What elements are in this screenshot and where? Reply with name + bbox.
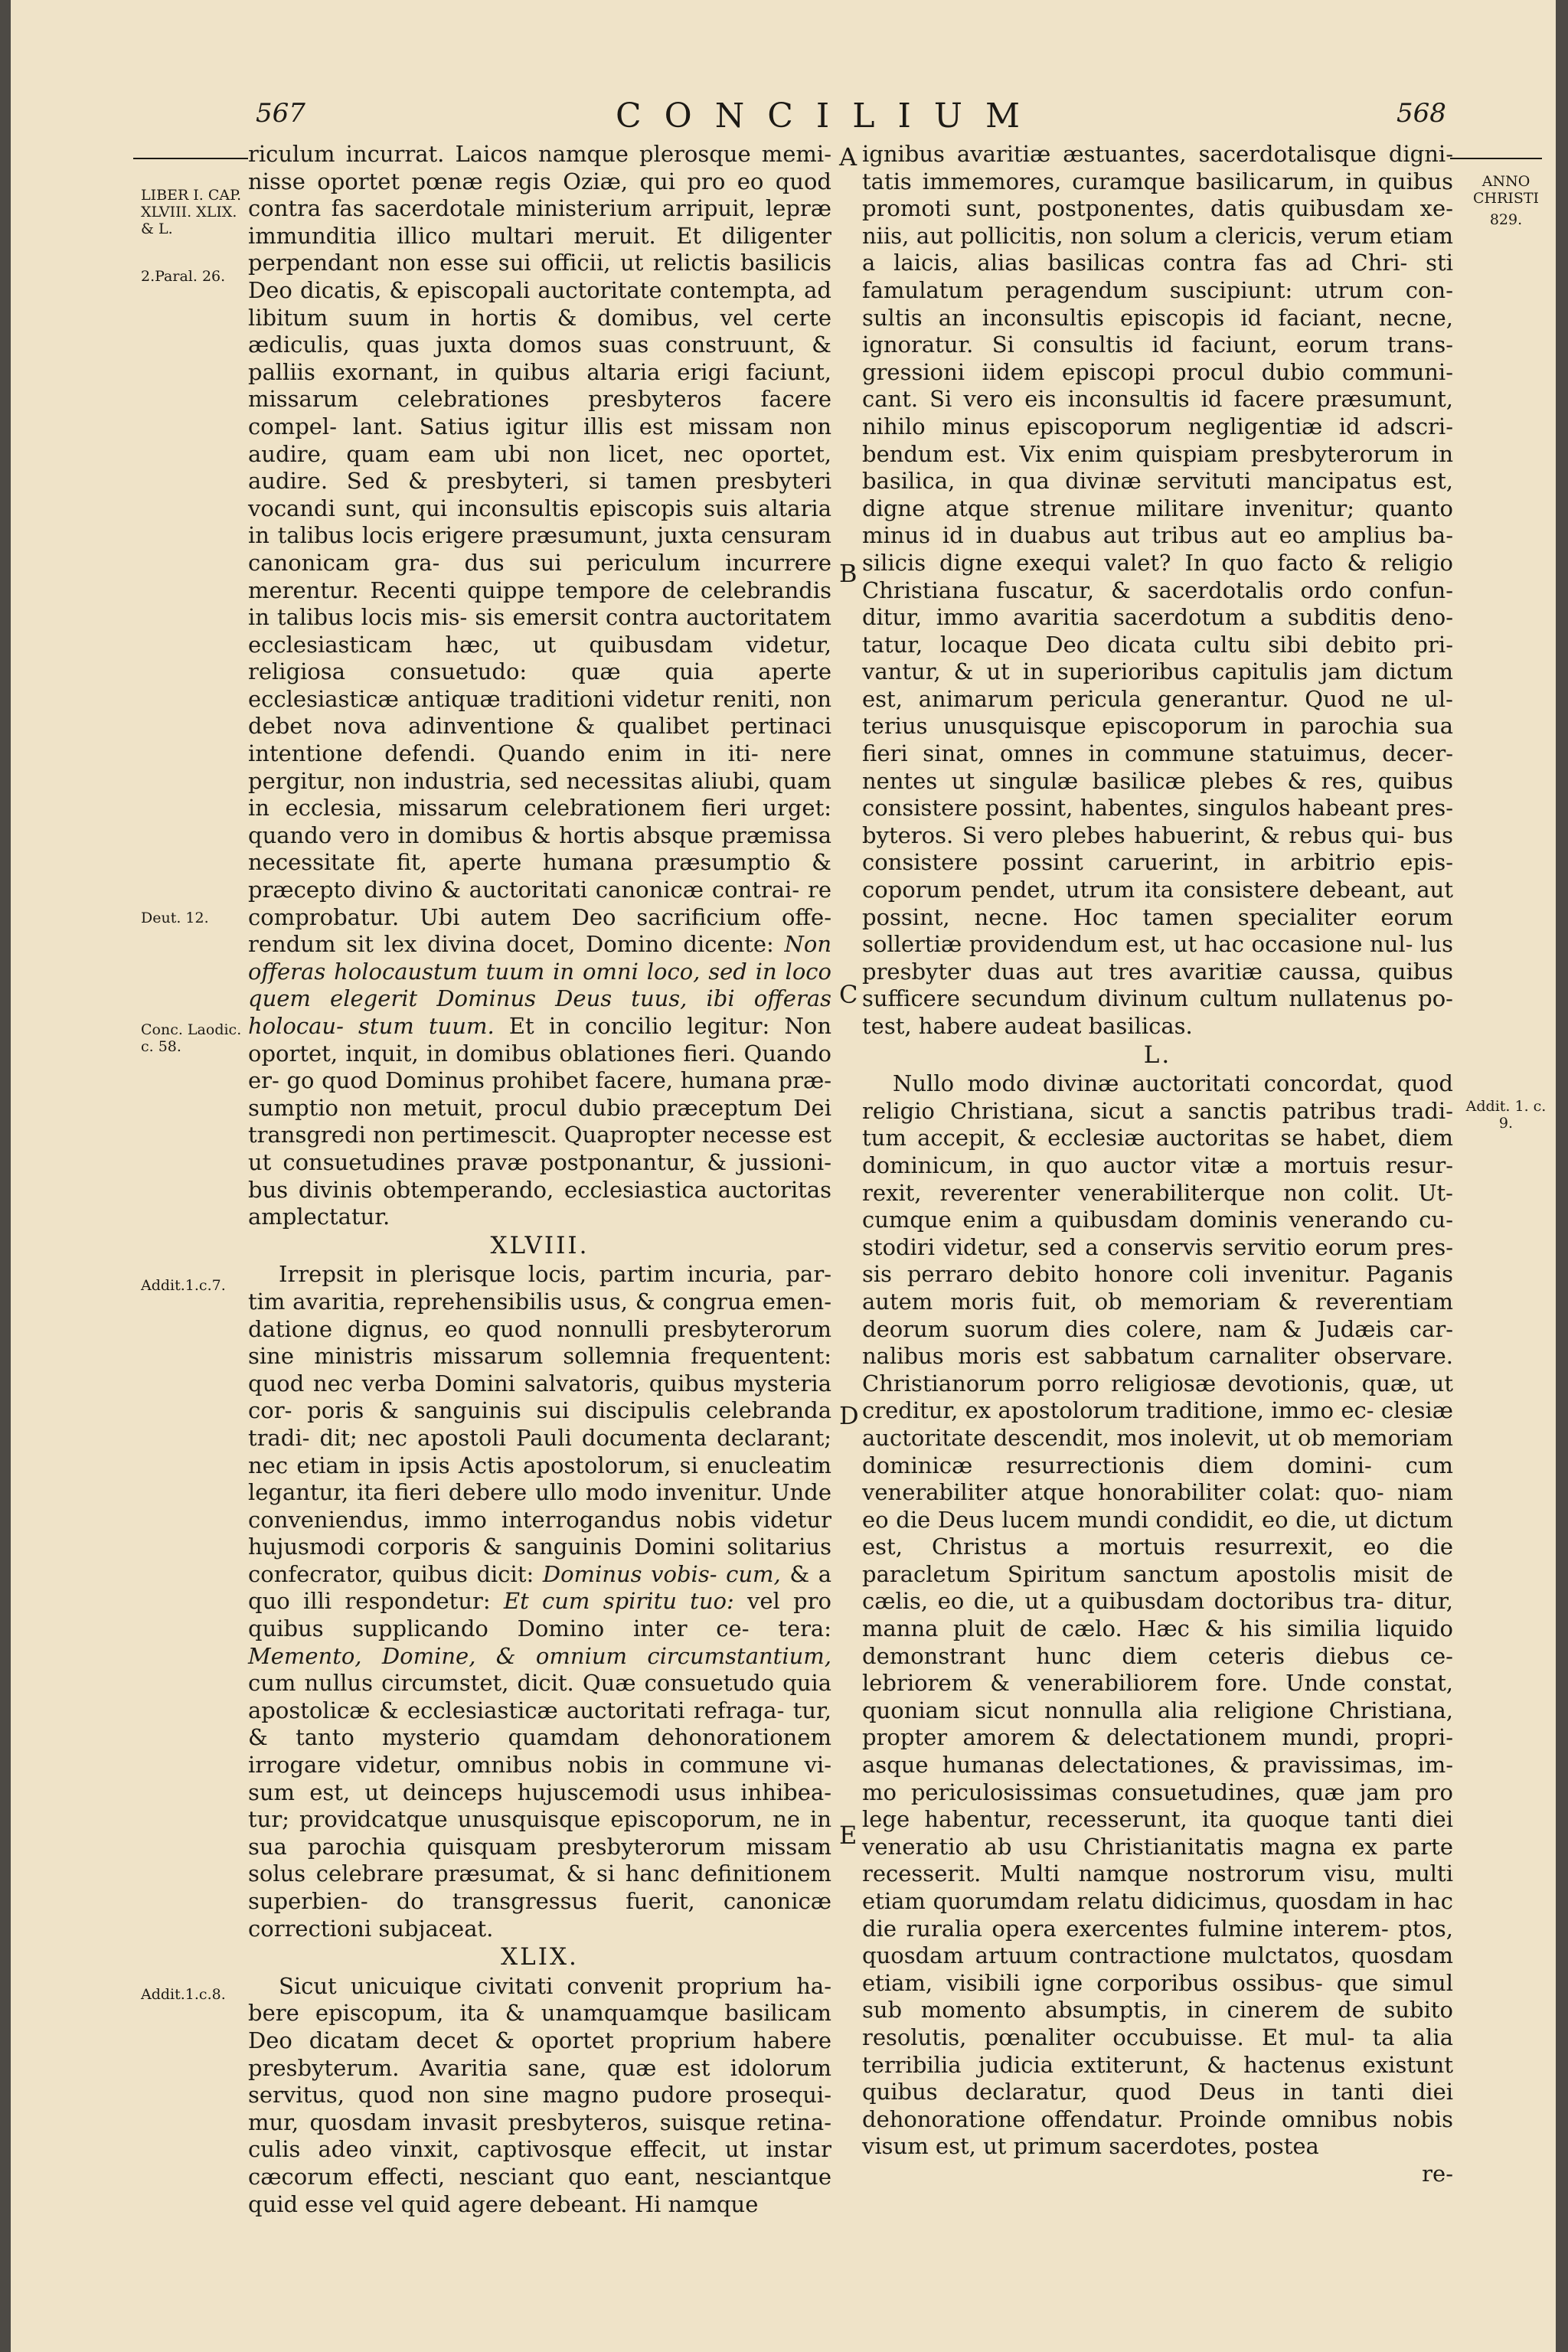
margin-note-addit-8: Addit.1.c.8. (141, 1986, 226, 2003)
margin-note-liber: LIBER I. CAP. XLVIII. XLIX. & L. (141, 187, 242, 237)
section-letter-b: B (839, 559, 858, 588)
paragraph: Nullo modo divinæ auctoritati concordat, quod religio Christiana, sicut a sanctis patribus tradi- tum accepit, & ecclesiæ auctoritas se habet, diem dominicum, in quo auctor vitæ a mortuis resur- rexit, reverenter venerabiliterque non colit. Ut- cumque enim a quibusdam dominis venerando cu- stodiri videtur, sed a conservis servitio eorum pres- sis perraro debito honore coli invenitur. Paganis autem moris fuit, ob memoriam & reverentiam deorum suorum dies colere, nam & Judæis car- nalibus moris est sabbatum carnaliter observare. Christianorum porro religiosæ devotionis, quæ, ut creditur, ex apostolorum traditione, immo ec- clesiæ auctoritate descendit, mos inolevit, ut ob memoriam dominicæ resurrectionis diem domini- cum venerabiliter atque honorabiliter colat: quo- niam eo die Deus lucem mundi condidit, eo die, ut dictum est, Christus a mortuis resurrexit, eo die paracletum Spiritum sanctum apostolis misit de cælis, eo die, ut a quibusdam doctoribus tra- ditur, manna pluit de cælo. Hæc & his similia liquido demonstrant hunc diem ceteris diebus ce- lebriorem & venerabiliorem fore. Unde constat, quoniam sicut nonnulla alia religione Christiana, propter amorem & delectationem mundi, propri- asque humanas delectationes, & pravissimas, im- mo periculosissimas consuetudines, quæ jam pro lege habentur, recesserunt, ita quoque tanti diei veneratio ab usu Christianitatis magna ex parte recesserit. Multi namque nostrorum visu, multi etiam quorumdam relatu didicimus, quosdam in hac die ruralia opera exercentes fulmine interem- ptos, quosdam artuum contractione mulctatos, quosdam etiam, visibili igne corporibus ossibus- que simul sub momento absumptis, in cinerem de subito resolutis, pœnaliter occubuisse. Et mul- ta alia terribilia judicia extiterunt, & hactenus existunt quibus declaratur, quod Deus in tanti diei dehonoratione offendatur. Proinde omnibus nobis visum est, ut primum sacerdotes, postea (862, 1070, 1453, 2160)
section-letter-c: C (839, 980, 858, 1009)
book-page (11, 0, 1556, 2352)
header-rule-right (1450, 158, 1542, 159)
text-segment: & a quo illi respondetur: (248, 1560, 831, 1615)
section-letter-e: E (839, 1821, 858, 1850)
text-segment: riculum incurrat. Laicos namque plerosque memi- nisse oportet pœnæ regis Oziæ, qui pro eo quod contra fas sacerdotale ministerium arripuit, lepræ immunditia illico multari meruit. Et diligenter perpendant non esse sui officii, ut relictis basilicis Deo dicatis, & episcopali auctoritate contempta, ad libitum suum in hortis & domibus, vel certe ædiculis, quas juxta domos suas construunt, & palliis exornant, in quibus altaria erigi faciunt, missarum celebrationes presbyteros facere compel- lant. Satius igitur illis est missam non audire, quam eam ubi non licet, nec oportet, audire. Sed & presbyteri, si tamen presbyteri vocandi sunt, qui inconsultis episcopis suis altaria in talibus locis erigere præsumunt, juxta censuram canonicam gra- dus sui periculum incurrere merentur. Recenti quippe tempore de celebrandis in talibus locis mis- sis emersit contra auctoritatem ecclesiasticam hæc, ut quibusdam videtur, religiosa consuetudo: quæ quia aperte ecclesiasticæ antiquæ traditioni videtur reniti, non debet nova adinventione & qualibet pertinaci intentione defendi. Quando enim in iti- nere pergitur, non industria, sed necessitas aliubi, quam in ecclesia, missarum celebrationem fieri urget: quando vero in domibus & hortis absque præmissa necessitate fit, aperte humana præsumptio & præcepto divino & auctoritati canonicæ contrai- re comprobatur. Ubi autem Deo sacrificium offe- rendum sit lex divina docet, Domino dicente: (248, 141, 831, 958)
left-page-number: 567 (256, 98, 305, 129)
text-segment: Et in concilio legitur: Non oportet, inquit, in domibus oblationes fieri. Quando er- go quod Dominus prohibet facere, humana præ- sumptio non metuit, procul dubio præceptum Dei transgredi non pertimescit. Quapropter necesse est ut consuetudines pravæ postponantur, & jussioni- bus divinis obtemperando, ecclesiastica auctoritas amplectatur. (248, 1013, 831, 1230)
margin-note-addit-7: Addit.1.c.7. (141, 1277, 226, 1294)
left-column (248, 141, 831, 2218)
paragraph (248, 141, 831, 1231)
paragraph: Sicut unicuique civitati convenit proprium ha- bere episcopum, ita & unamquamque basilicam Deo dicatam decet & oportet proprium habere presbyterum. Avaritia sane, quæ est idolorum servitus, quod non sine magno pudore prosequi- mur, quosdam invasit presbyteros, suisque retina- culis adeo vinxit, captivosque effecit, ut instar cæcorum effecti, nesciant quo eant, nesciantque quid esse vel quid agere debeant. Hi namque (248, 1972, 831, 2217)
quote-spiritu: Et cum spiritu tuo: (503, 1588, 734, 1615)
section-letter-d: D (839, 1401, 859, 1430)
quote-dominus: Dominus vobis- cum, (542, 1560, 781, 1587)
catchword: re- (1422, 2160, 1453, 2187)
margin-note-anno: ANNO CHRISTI (1472, 173, 1540, 207)
margin-note-year: 829. (1489, 211, 1523, 228)
margin-note-addit-9: Addit. 1. c. 9. (1465, 1098, 1547, 1132)
page-title: CONCILIUM (616, 96, 1044, 136)
text-segment: Irrepsit in plerisque locis, partim incuria, par- tim avaritia, reprehensibilis usus, & congrua emen- datione dignus, eo quod nonnulli presbyterorum sine ministris missarum sollemnia frequentent: quod nec verba Domini salvatoris, quibus mysteria cor- poris & sanguinis sui discipulis celebranda tradi- dit; nec apostoli Pauli documenta declarant; nec etiam in ipsis Actis apostolorum, si enucleatim legantur, ita fieri debere ullo modo invenitur. Unde conveniendus, immo interrogandus nobis videtur hujusmodi corporis & sanguinis Domini solitarius confecrator, quibus dicit: (248, 1261, 831, 1587)
margin-note-paral: 2.Paral. 26. (141, 268, 226, 285)
paragraph (248, 1261, 831, 1942)
text-segment: vel pro quibus supplicando Domino inter ce- tera: (248, 1588, 831, 1642)
chapter-heading-48: XLVIII. (490, 1231, 590, 1259)
chapter-heading-50: L. (1143, 1040, 1172, 1069)
text-segment: cum nullus circumstet, dicit. Quæ consuetudo quia apostolicæ & ecclesiasticæ auctoritati refraga- tur, & tanto mysterio quamdam dehonorationem irrogare videtur, omnibus nobis in commune vi- sum est, ut deinceps hujuscemodi usus inhibea- tur; providcatque unusquisque episcoporum, ne in sua parochia quisquam presbyterorum missam solus celebrare præsumat, & si hanc definitionem superbien- do transgressus fuerit, canonicæ correctioni subjaceat. (248, 1670, 831, 1942)
margin-note-deut: Deut. 12. (141, 910, 209, 926)
header-rule-left (133, 158, 248, 159)
section-letter-a: A (839, 142, 858, 172)
right-column (862, 141, 1453, 2188)
chapter-heading-49: XLIX. (501, 1943, 579, 1971)
right-page-number: 568 (1396, 98, 1446, 129)
margin-note-conc: Conc. Laodic. c. 58. (141, 1021, 242, 1055)
paragraph: ignibus avaritiæ æstuantes, sacerdotalisque digni- tatis immemores, curamque basilicarum, in quibus promoti sunt, postponentes, datis quibusdam xe- niis, aut pollicitis, non solum a clericis, verum etiam a laicis, alias basilicas contra fas ad Chri- sti famulatum peragendum suscipiunt: utrum con- sultis an inconsultis episcopis id faciant, necne, ignoratur. Si consultis id faciunt, eorum trans- gressioni iidem episcopi procul dubio communi- cant. Si vero eis inconsultis id facere præsumunt, nihilo minus episcoporum negligentiæ id adscri- bendum est. Vix enim quispiam presbyterorum in basilica, in qua divinæ servituti mancipatus est, digne atque strenue militare invenitur; quanto minus id in duabus aut tribus aut eo amplius ba- silicis digne exequi valet? In quo facto & religio Christiana fuscatur, & sacerdotalis ordo confun- ditur, immo avaritia sacerdotum a subditis deno- tatur, locaque Deo dicata cultu sibi debito pri- vantur, & ut in superioribus capitulis jam dictum est, animarum pericula generantur. Quod ne ul- terius unusquisque episcoporum in parochia sua fieri sinat, omnes in commune statuimus, decer- nentes ut singulæ basilicæ plebes & res, quibus consistere possint, habentes, singulos habeant pres- byteros. Si vero plebes habuerint, & rebus qui- bus consistere possint caruerint, in arbitrio epis- coporum pendet, utrum ita consistere debeant, aut possint, necne. Hoc tamen specialiter eorum sollertiæ providendum est, ut hac occasione nul- lus presbyter duas aut tres avaritiæ caussa, quibus sufficere secundum divinum cultum nullatenus po- test, habere audeat basilicas. (862, 141, 1453, 1039)
quote-memento: Memento, Domine, & omnium circumstantium, (248, 1642, 831, 1669)
quote-deuteronomy: Non offeras holocaustum tuum in omni loco, sed in loco quem elegerit Dominus Deus tuus, ibi offeras holocau- stum tuum. (248, 931, 832, 1039)
